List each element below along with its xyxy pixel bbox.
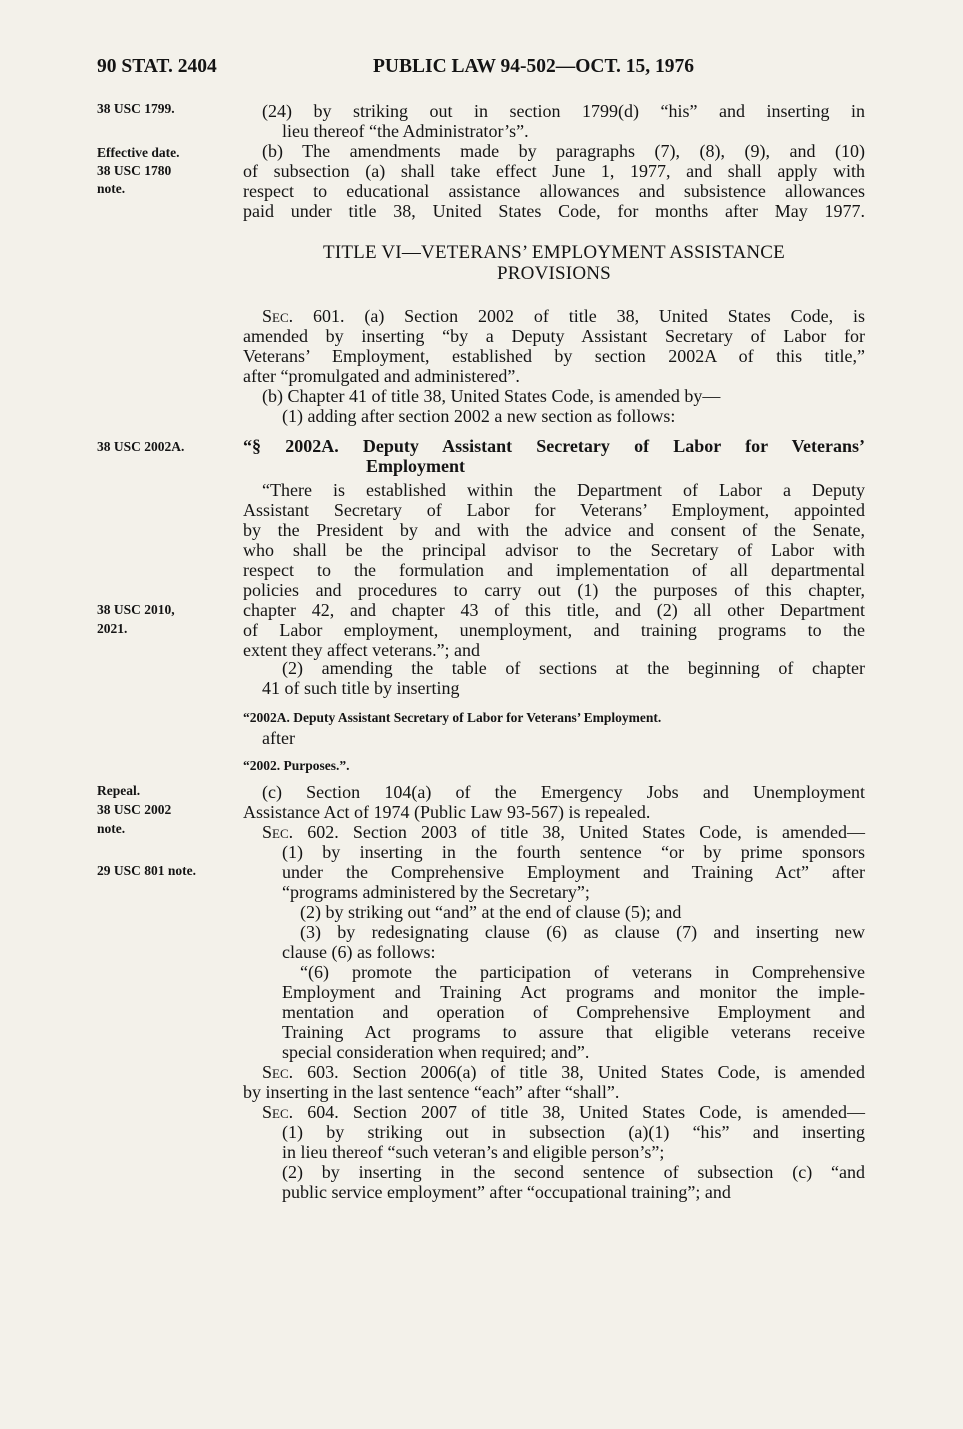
text-line: extent they affect veterans.”; and <box>243 640 481 660</box>
margin-note: 38 USC 2010, <box>97 602 175 617</box>
margin-note: 38 USC 2002A. <box>97 439 185 454</box>
text-line: (b) Chapter 41 of title 38, United States Code, is amended by— <box>262 386 721 406</box>
text-line: Assistant Secretary of Labor for Veterans’ Employment, appointed <box>243 500 865 520</box>
table-of-sections-entry: “2002. Purposes.”. <box>243 758 350 773</box>
margin-note: 38 USC 1799. <box>97 101 175 116</box>
text-line: of subsection (a) shall take effect June 1, 1977, and shall apply with <box>243 161 865 181</box>
section-601-line: Sec. 601. (a) Section 2002 of title 38, United States Code, is <box>262 306 865 326</box>
section-603-line: Sec. 603. Section 2006(a) of title 38, United States Code, is amended <box>262 1062 865 1082</box>
page-number-header: 90 STAT. 2404 <box>97 56 217 77</box>
section-label: Sec. <box>262 1102 294 1122</box>
text-line: (2) by striking out “and” at the end of clause (5); and <box>300 902 682 922</box>
text-line: (1) adding after section 2002 a new section as follows: <box>282 406 676 426</box>
margin-note: 2021. <box>97 621 128 636</box>
text-line: “programs administered by the Secretary”; <box>282 882 590 902</box>
section-604-line: Sec. 604. Section 2007 of title 38, United States Code, is amended— <box>262 1102 865 1122</box>
text-line: amended by inserting “by a Deputy Assistant Secretary of Labor for <box>243 326 865 346</box>
text-line: (1) by inserting in the fourth sentence “or by prime sponsors <box>282 842 865 862</box>
text-line: (b) The amendments made by paragraphs (7), (8), (9), and (10) <box>262 141 865 161</box>
text-line: who shall be the principal advisor to the Secretary of Labor with <box>243 540 865 560</box>
text-line: Training Act programs to assure that eligible veterans receive <box>282 1022 865 1042</box>
text-line: policies and procedures to carry out (1) the purposes of this chapter, <box>243 580 865 600</box>
text-line: public service employment” after “occupational training”; and <box>282 1182 731 1202</box>
text-line: chapter 42, and chapter 43 of this title, and (2) all other Department <box>243 600 865 620</box>
section-2002a-heading: “§ 2002A. Deputy Assistant Secretary of Labor for Veterans’ <box>243 436 865 456</box>
public-law-header: PUBLIC LAW 94-502—OCT. 15, 1976 <box>373 56 695 77</box>
text-line: under the Comprehensive Employment and Training Act” after <box>282 862 865 882</box>
text-line: (2) amending the table of sections at the beginning of chapter <box>282 658 865 678</box>
section-label: Sec. <box>262 1062 294 1082</box>
text-line: respect to the formulation and implementation of all departmental <box>243 560 865 580</box>
text-line: mentation and operation of Comprehensive Employment and <box>282 1002 865 1022</box>
text-line: of Labor employment, unemployment, and training programs to the <box>243 620 865 640</box>
section-2002a-heading: Employment <box>366 456 465 476</box>
text-line: after “promulgated and administered”. <box>243 366 520 386</box>
table-of-sections-entry: “2002A. Deputy Assistant Secretary of Labor for Veterans’ Employment. <box>243 710 662 725</box>
text-line: Employment and Training Act programs and monitor the imple- <box>282 982 865 1002</box>
text-line: (c) Section 104(a) of the Emergency Jobs and Unemployment <box>262 782 865 802</box>
section-label: Sec. <box>262 306 294 326</box>
text-line: (3) by redesignating clause (6) as clause (7) and inserting new <box>300 922 865 942</box>
section-602-line: Sec. 602. Section 2003 of title 38, United States Code, is amended— <box>262 822 865 842</box>
text-line: Veterans’ Employment, established by section 2002A of this title,” <box>243 346 865 366</box>
text-line: after <box>262 728 295 748</box>
margin-note: note. <box>97 821 126 836</box>
margin-note: 38 USC 1780 <box>97 163 172 178</box>
title-heading: PROVISIONS <box>497 263 611 284</box>
margin-note: note. <box>97 181 126 196</box>
text-line: Assistance Act of 1974 (Public Law 93-567) is repealed. <box>243 802 651 822</box>
text-line: special consideration when required; and”. <box>282 1042 590 1062</box>
text-line: in lieu thereof “such veteran’s and eligible person’s”; <box>282 1142 665 1162</box>
text-line: “(6) promote the participation of veterans in Comprehensive <box>300 962 865 982</box>
text-line: lieu thereof “the Administrator’s”. <box>282 121 529 141</box>
text-line: “There is established within the Department of Labor a Deputy <box>262 480 865 500</box>
text-line: respect to educational assistance allowances and subsistence allowances <box>243 181 865 201</box>
margin-note: Repeal. <box>97 783 141 798</box>
text-line: by the President by and with the advice and consent of the Senate, <box>243 520 865 540</box>
margin-note: 29 USC 801 note. <box>97 863 197 878</box>
text-line: (24) by striking out in section 1799(d) “his” and inserting in <box>262 101 865 121</box>
text-line: clause (6) as follows: <box>282 942 436 962</box>
margin-note: 38 USC 2002 <box>97 802 172 817</box>
title-heading: TITLE VI—VETERANS’ EMPLOYMENT ASSISTANCE <box>323 242 785 263</box>
text-line: (2) by inserting in the second sentence of subsection (c) “and <box>282 1162 865 1182</box>
section-label: Sec. <box>262 822 294 842</box>
text-line: 41 of such title by inserting <box>262 678 460 698</box>
text-line: (1) by striking out in subsection (a)(1) “his” and inserting <box>282 1122 865 1142</box>
margin-note: Effective date. <box>97 145 180 160</box>
text-line: paid under title 38, United States Code, for months after May 1977. <box>243 201 865 221</box>
text-line: by inserting in the last sentence “each” after “shall”. <box>243 1082 620 1102</box>
